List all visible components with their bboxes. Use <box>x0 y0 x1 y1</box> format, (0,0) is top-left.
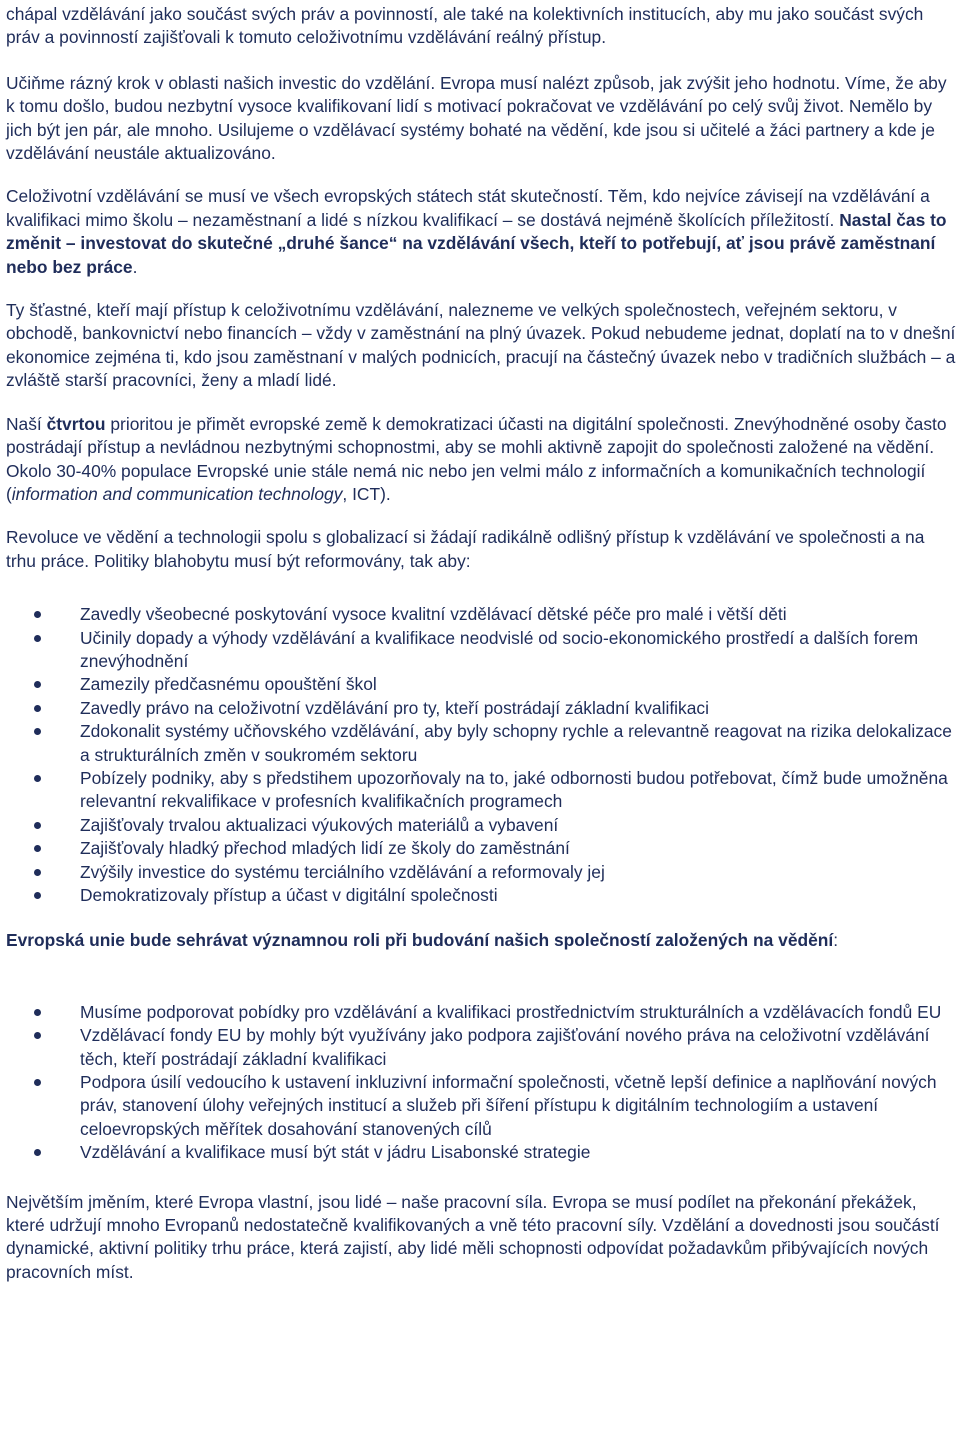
eu-role-list <box>6 1001 956 1165</box>
paragraph-5: Revoluce ve vědění a technologii spolu s globalizací si žádají radikálně odlišný přístup k vzdělávání ve společnosti a na trhu práce. Politiky blahobytu musí být reformovány, tak aby: <box>6 527 925 571</box>
list-item: Zajišťovaly trvalou aktualizaci výukových materiálů a vybavení <box>6 814 956 837</box>
paragraph-2-text: Celoživotní vzdělávání se musí ve všech evropských státech stát skutečností. Těm, kdo nejvíce závisejí na vzdělávání a kvalifikaci mimo školu – nezaměstnaní a lidé s nízkou kvalifikací – se dostává nejméně školících příležitostí. <box>6 186 930 230</box>
list-item: Vzdělávací fondy EU by mohly být využívány jako podpora zajišťování nového práva na celoživotní vzdělávání těch, kteří postrádají základní kvalifikaci <box>6 1024 956 1071</box>
section-heading-bold: Evropská unie bude sehrávat významnou roli při budování našich společností založených na vědění <box>6 930 834 951</box>
paragraph-1b-text: Učiňme rázný krok v oblasti našich investic do vzdělání. Evropa musí nalézt způsob, jak zvýšit jeho hodnotu. Víme, že aby k tomu došlo, budou nezbytní vysoce kvalifikovaní lidí s motivací pokračovat ve vzdělávání po celý svůj život. Nemělo by jich být jen pár, ale mnoho. Usilujeme o vzdělávací systémy bohaté na vědění, kde jsou si učitelé a žáci partnery a kde je vzdělávání neustále aktualizováno. <box>6 72 947 164</box>
list-item: Zajišťovaly hladký přechod mladých lidí ze školy do zaměstnání <box>6 837 956 860</box>
list-item: Podpora úsilí vedoucího k ustavení inkluzivní informační společnosti, včetně lepší definice a naplňování nových práv, stanovení úlohy veřejných institucí a služeb při šíření přístupu k digitálním technologiím a ustavení celoevropských měřítek dosahování stanovených cílů <box>6 1071 956 1141</box>
document-page <box>6 3 956 1284</box>
paragraph-4 <box>6 413 956 507</box>
list-item: Vzdělávání a kvalifikace musí být stát v jádru Lisabonské strategie <box>6 1141 956 1164</box>
paragraph-1 <box>6 3 956 50</box>
paragraph-4-b: prioritou je přimět evropské země k demokratizaci účasti na digitální společnosti. Znevýhodněné osoby často postrádají přístup a nevládnou nezbytnými schopnostmi, aby se mohli aktivně zapojit do společnosti založené na vědění. Okolo 30-40% populace Evropské unie stále nemá nic nebo jen velmi málo z informačních a komunikačních technologií ( <box>6 413 947 504</box>
paragraph-3: Ty šťastné, kteří mají přístup k celoživotnímu vzdělávání, nalezneme ve velkých společnostech, veřejném sektoru, v obchodě, bankovnictví nebo financích – vždy v zaměstnání na plný úvazek. Pokud nebudeme jednat, doplatí na to v dnešní ekonomice zejména ti, kdo jsou zaměstnaní v malých podnicích, pracují na částečný úvazek nebo v tradičních službách – a zvláště starší pracovníci, ženy a mladí lidé. <box>6 300 956 391</box>
paragraph-1-text-a: chápal vzdělávání jako součást svých práv a povinností, ale také na kolektivních institucích, aby mu jako součást svých práv a povinností zajišťovali k tomuto celoživotnímu vzdělávání reálný přístup. <box>6 4 924 48</box>
policy-list <box>6 603 956 907</box>
paragraph-2-end: . <box>132 256 138 277</box>
list-item: Zavedly všeobecné poskytování vysoce kvalitní vzdělávací dětské péče pro malé i větší děti <box>6 603 956 626</box>
list-item: Učinily dopady a výhody vzdělávání a kvalifikace neodvislé od socio-ekonomického prostředí a dalších forem znevýhodnění <box>6 627 956 674</box>
paragraph-4-italic: information and communication technology <box>11 483 343 504</box>
list-item: Zamezily předčasnému opouštění škol <box>6 673 956 696</box>
list-item: Zavedly právo na celoživotní vzdělávání pro ty, kteří postrádají základní kvalifikaci <box>6 697 956 720</box>
list-item: Demokratizovaly přístup a účast v digitální společnosti <box>6 884 956 907</box>
paragraph-4-bold: čtvrtou <box>46 413 106 434</box>
paragraph-6: Největším jměním, které Evropa vlastní, jsou lidé – naše pracovní síla. Evropa se musí podílet na překonání překážek, které udržují mnoho Evropanů nedostatečně kvalifikovaných a vně této pracovní síly. Vzdělání a dovednosti jsou součástí dynamické, aktivní politiky trhu práce, která zajistí, aby lidé měli schopnosti odpovídat požadavkům přibývajících nových pracovních míst. <box>6 1191 940 1282</box>
section-heading <box>6 929 956 952</box>
paragraph-1b <box>6 72 956 166</box>
list-item: Zvýšily investice do systému terciálního vzdělávání a reformovaly jej <box>6 861 956 884</box>
list-item: Pobízely podniky, aby s předstihem upozorňovaly na to, jaké odbornosti budou potřebovat, čímž bude umožněna relevantní rekvalifikace v profesních kvalifikačních programech <box>6 767 956 814</box>
list-item: Musíme podporovat pobídky pro vzdělávání a kvalifikaci prostřednictvím strukturálních a vzdělávacích fondů EU <box>6 1001 956 1024</box>
paragraph-4-c: , ICT). <box>342 483 391 504</box>
paragraph-2-bold: Nastal čas to změnit – investovat do skutečné „druhé šance“ na vzdělávání všech, kteří to potřebují, ať jsou právě zaměstnaní nebo bez práce <box>6 209 947 277</box>
paragraph-4-a: Naší <box>6 413 47 434</box>
section-heading-tail: : <box>833 930 839 951</box>
paragraph-2 <box>6 185 956 279</box>
list-item: Zdokonalit systémy učňovského vzdělávání, aby byly schopny rychle a relevantně reagovat na rizika delokalizace a strukturálních změn v soukromém sektoru <box>6 720 956 767</box>
